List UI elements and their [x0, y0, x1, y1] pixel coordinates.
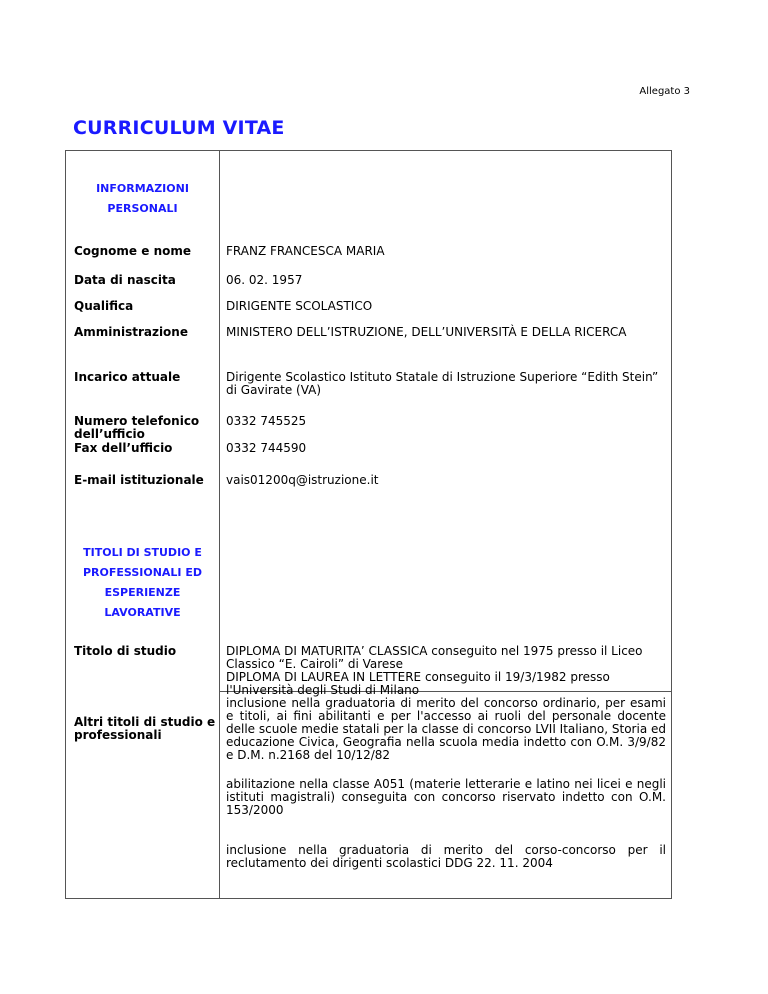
administration-label: Amministrazione	[74, 325, 188, 339]
birthdate-label: Data di nascita	[74, 273, 176, 287]
current-role-label: Incarico attuale	[74, 370, 181, 384]
section-studies: TITOLI DI STUDIO E PROFESSIONALI ED ESPERIENZE LAVORATIVE	[82, 546, 202, 619]
study-title-1: DIPLOMA DI MATURITA’ CLASSICA conseguito nel 1975 presso il Liceo Classico “E. Cairoli” di Varese	[226, 644, 643, 671]
phone-label: Numero telefonico dell’ufficio	[74, 414, 200, 441]
cv-table	[65, 150, 672, 899]
fax-label: Fax dell’ufficio	[74, 441, 173, 455]
page-title: CURRICULUM VITAE	[73, 117, 285, 139]
email-label: E-mail istituzionale	[74, 473, 204, 487]
column-divider	[219, 151, 220, 898]
administration-value: MINISTERO DELL’ISTRUZIONE, DELL’UNIVERSITÀ E DELLA RICERCA	[226, 325, 627, 339]
qualification-label: Qualifica	[74, 299, 134, 313]
name-label: Cognome e nome	[74, 244, 191, 258]
email-value: vais01200q@istruzione.it	[226, 473, 379, 487]
other-title-3: inclusione nella graduatoria di merito del corso-concorso per il reclutamento dei dirigenti scolastici DDG 22. 11. 2004	[226, 843, 666, 870]
study-title-label: Titolo di studio	[74, 644, 177, 658]
fax-value: 0332 744590	[226, 441, 307, 455]
birthdate-value: 06. 02. 1957	[226, 273, 303, 287]
current-role-value: Dirigente Scolastico Istituto Statale di Istruzione Superiore “Edith Stein” di Gavirate (VA)	[226, 370, 659, 397]
study-title-2: DIPLOMA DI LAUREA IN LETTERE conseguito il 19/3/1982 presso l'Università degli Studi di Milano	[226, 670, 610, 697]
attachment-label: Allegato 3	[639, 86, 690, 97]
other-title-1: inclusione nella graduatoria di merito del concorso ordinario, per esami e titoli, ai fini abilitanti e per l'accesso ai ruoli del personale docente delle scuole medie statali per la classe di concorso LVII Italiano, Storia ed educazione Civica, Geografia nella scuola media indetto con O.M. 3/9/82 e D.M. n.2168 del 10/12/82	[226, 696, 666, 762]
section-personal-info: INFORMAZIONI PERSONALI	[96, 182, 189, 215]
name-value: FRANZ FRANCESCA MARIA	[226, 244, 385, 258]
other-title-2: abilitazione nella classe A051 (materie letterarie e latino nei licei e negli istituti magistrali) conseguita con concorso riservato indetto con O.M. 153/2000	[226, 777, 666, 817]
phone-value: 0332 745525	[226, 414, 307, 428]
qualification-value: DIRIGENTE SCOLASTICO	[226, 299, 373, 313]
other-titles-label: Altri titoli di studio e professionali	[74, 715, 216, 742]
